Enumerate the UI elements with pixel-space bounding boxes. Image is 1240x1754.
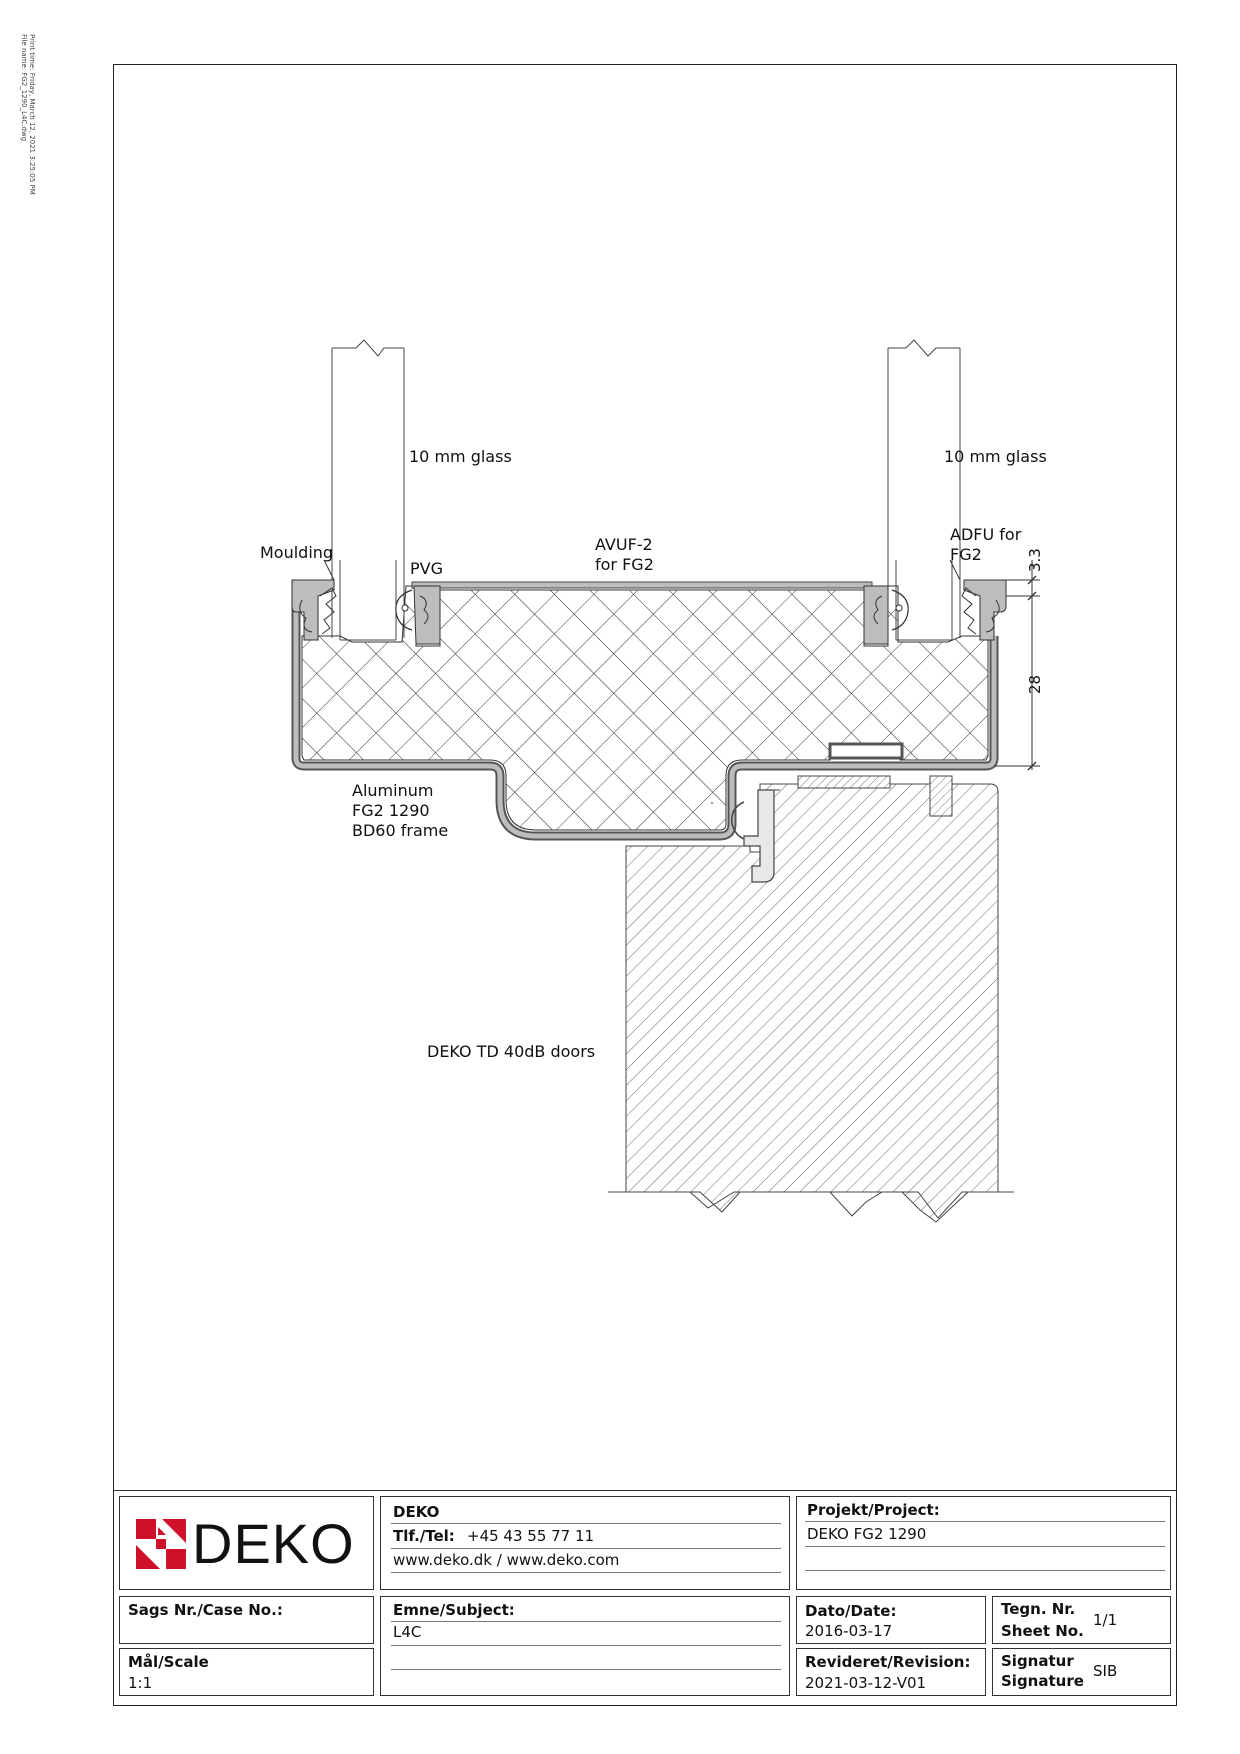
glass-left (332, 340, 404, 640)
pvg-label: PVG (410, 559, 443, 578)
revision-value: 2021-03-12-V01 (805, 1674, 927, 1692)
scale-value: 1:1 (128, 1674, 153, 1692)
avuf-label-line2: for FG2 (595, 555, 654, 574)
dim-top: 3.3 (1026, 548, 1044, 572)
frame-label-line3: BD60 frame (352, 821, 449, 840)
subject-label: Emne/Subject: (393, 1601, 515, 1619)
company-cell (380, 1496, 790, 1590)
glass-right (888, 340, 960, 640)
sheet-label-line2: Sheet No. (1001, 1622, 1084, 1640)
door-leaf (608, 776, 1014, 1222)
project-cell (796, 1496, 1171, 1590)
company-name: DEKO (393, 1503, 440, 1521)
frame-label-line2: FG2 1290 (352, 801, 430, 820)
avuf-cover (412, 582, 872, 588)
logo-text: DEKO (192, 1512, 355, 1575)
revision-cell (796, 1648, 986, 1696)
date-label: Dato/Date: (805, 1602, 897, 1620)
avuf-label-line1: AVUF-2 (595, 535, 653, 554)
dim-side: 28 (1026, 674, 1044, 694)
file-name: File name: FG2_1290_L4C.dwg (20, 34, 28, 142)
tel-label: Tlf./Tel: (393, 1527, 455, 1545)
project-label: Projekt/Project: (807, 1501, 940, 1519)
adfu-label-line2: FG2 (950, 545, 982, 564)
pvg-gasket-right (864, 586, 908, 644)
subject-value: L4C (393, 1623, 422, 1641)
signature-cell (992, 1648, 1171, 1696)
moulding-label: Moulding (260, 543, 334, 562)
adfu-moulding-right (962, 580, 1006, 640)
door-label: DEKO TD 40dB doors (427, 1042, 596, 1061)
scale-label: Mål/Scale (128, 1653, 209, 1671)
websites: www.deko.dk / www.deko.com (393, 1551, 620, 1569)
signature-value: SIB (1093, 1662, 1118, 1680)
case-cell (119, 1596, 374, 1644)
signature-label-line2: Signature (1001, 1672, 1084, 1690)
glass-left-label: 10 mm glass (409, 447, 512, 466)
sheet-value: 1/1 (1093, 1611, 1118, 1629)
title-block (113, 1490, 1177, 1706)
sheet-cell (992, 1596, 1171, 1644)
frame-label-line1: Aluminum (352, 781, 434, 800)
tel-value: +45 43 55 77 11 (467, 1527, 595, 1545)
adfu-label-line1: ADFU for (950, 525, 1022, 544)
date-value: 2016-03-17 (805, 1622, 893, 1640)
scale-cell (119, 1648, 374, 1696)
signature-label-line1: Signatur (1001, 1652, 1074, 1670)
subject-cell (380, 1596, 790, 1696)
sheet-label-line1: Tegn. Nr. (1001, 1600, 1076, 1618)
project-value: DEKO FG2 1290 (807, 1525, 927, 1543)
glass-right-label: 10 mm glass (944, 447, 1047, 466)
date-cell (796, 1596, 986, 1644)
revision-label: Revideret/Revision: (805, 1653, 971, 1671)
case-label: Sags Nr./Case No.: (128, 1601, 283, 1619)
logo-cell (119, 1496, 374, 1590)
deko-logo-icon (136, 1519, 186, 1569)
print-time: Print time: Friday, March 12, 2021 3:25:05 PM (28, 34, 36, 195)
